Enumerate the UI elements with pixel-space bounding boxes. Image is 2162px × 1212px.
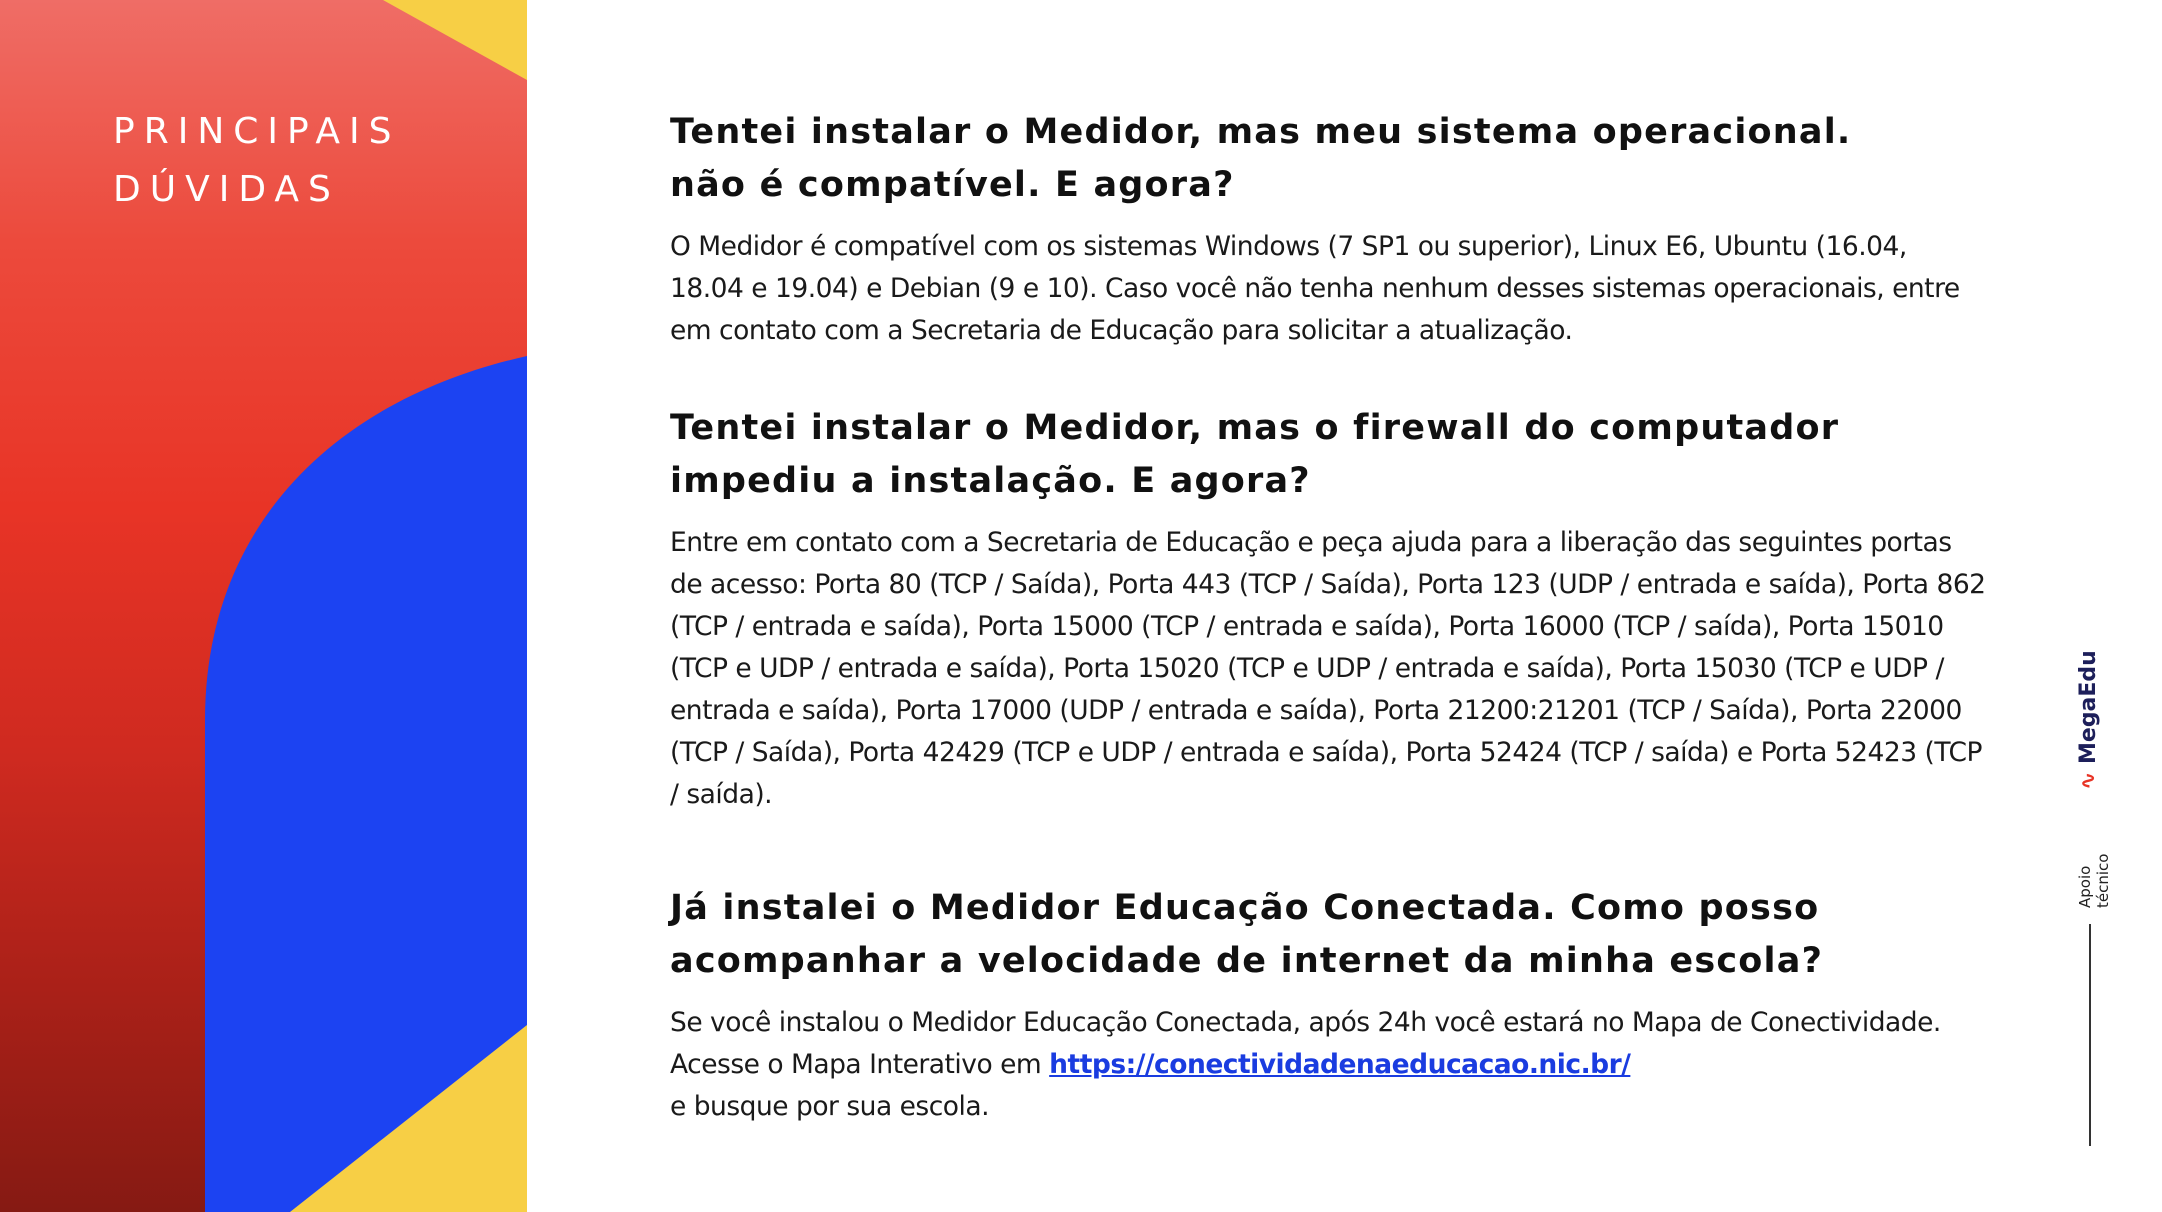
faq-question: [670, 882, 1970, 988]
faq-question-line1: Já instalei o Medidor Educação Conectada. Como posso: [670, 888, 1820, 928]
support-label: Apoio técnico: [2076, 853, 2112, 908]
yellow-corner-top: [383, 0, 527, 80]
conectividade-link[interactable]: https://conectividadenaeducacao.nic.br/: [1049, 1049, 1631, 1080]
divider-line: [2089, 924, 2091, 1146]
section-title-line2: DÚVIDAS: [113, 169, 340, 210]
faq-question: [670, 402, 1990, 508]
megaedu-logo: [2076, 649, 2101, 790]
faq-question-line2: impediu a instalação. E agora?: [670, 461, 1311, 501]
faq-question-line2: não é compatível. E agora?: [670, 165, 1235, 205]
faq-question: [670, 106, 1970, 212]
faq-item: [670, 402, 1990, 816]
faq-item: [670, 106, 1970, 352]
megaedu-logo-icon: ∿: [2076, 771, 2101, 790]
faq-answer-text: Se você instalou o Medidor Educação Conectada, após 24h você estará no Mapa de Conectividade. Acesse o Mapa Interativo em: [670, 1007, 1941, 1080]
faq-question-line2: acompanhar a velocidade de internet da minha escola?: [670, 941, 1824, 981]
faq-answer-text-end: e busque por sua escola.: [670, 1091, 990, 1122]
faq-item: [670, 882, 1970, 1128]
faq-answer: [670, 1002, 1970, 1128]
section-title-line1: PRINCIPAIS: [113, 111, 401, 152]
faq-question-line1: Tentei instalar o Medidor, mas meu sistema operacional.: [670, 112, 1852, 152]
megaedu-logo-text: MegaEdu: [2076, 649, 2101, 764]
faq-question-line1: Tentei instalar o Medidor, mas o firewall do computador: [670, 408, 1840, 448]
side-panel: [0, 0, 527, 1212]
faq-answer: Entre em contato com a Secretaria de Educação e peça ajuda para a liberação das seguintes portas de acesso: Porta 80 (TCP / Saída), Porta 443 (TCP / Saída), Porta 123 (UDP / entrada e saída), Porta 862 (TCP / entrada e saída), Porta 15000 (TCP / entrada e saída), Porta 16000 (TCP / saída), Porta 15010 (TCP e UDP / entrada e saída), Porta 15020 (TCP e UDP / entrada e saída), Porta 15030 (TCP e UDP / entrada e saída), Porta 17000 (UDP / entrada e saída), Porta 21200:21201 (TCP / Saída), Porta 22000 (TCP / Saída), Porta 42429 (TCP e UDP / entrada e saída), Porta 52424 (TCP / saída) e Porta 52423 (TCP / saída).: [670, 527, 1986, 810]
faq-answer: O Medidor é compatível com os sistemas Windows (7 SP1 ou superior), Linux E6, Ubuntu (16.04, 18.04 e 19.04) e Debian (9 e 10). Caso você não tenha nenhum desses sistemas operacionais, entre em contato com a Secretaria de Educação para solicitar a atualização.: [670, 231, 1960, 346]
section-title: [113, 103, 401, 219]
